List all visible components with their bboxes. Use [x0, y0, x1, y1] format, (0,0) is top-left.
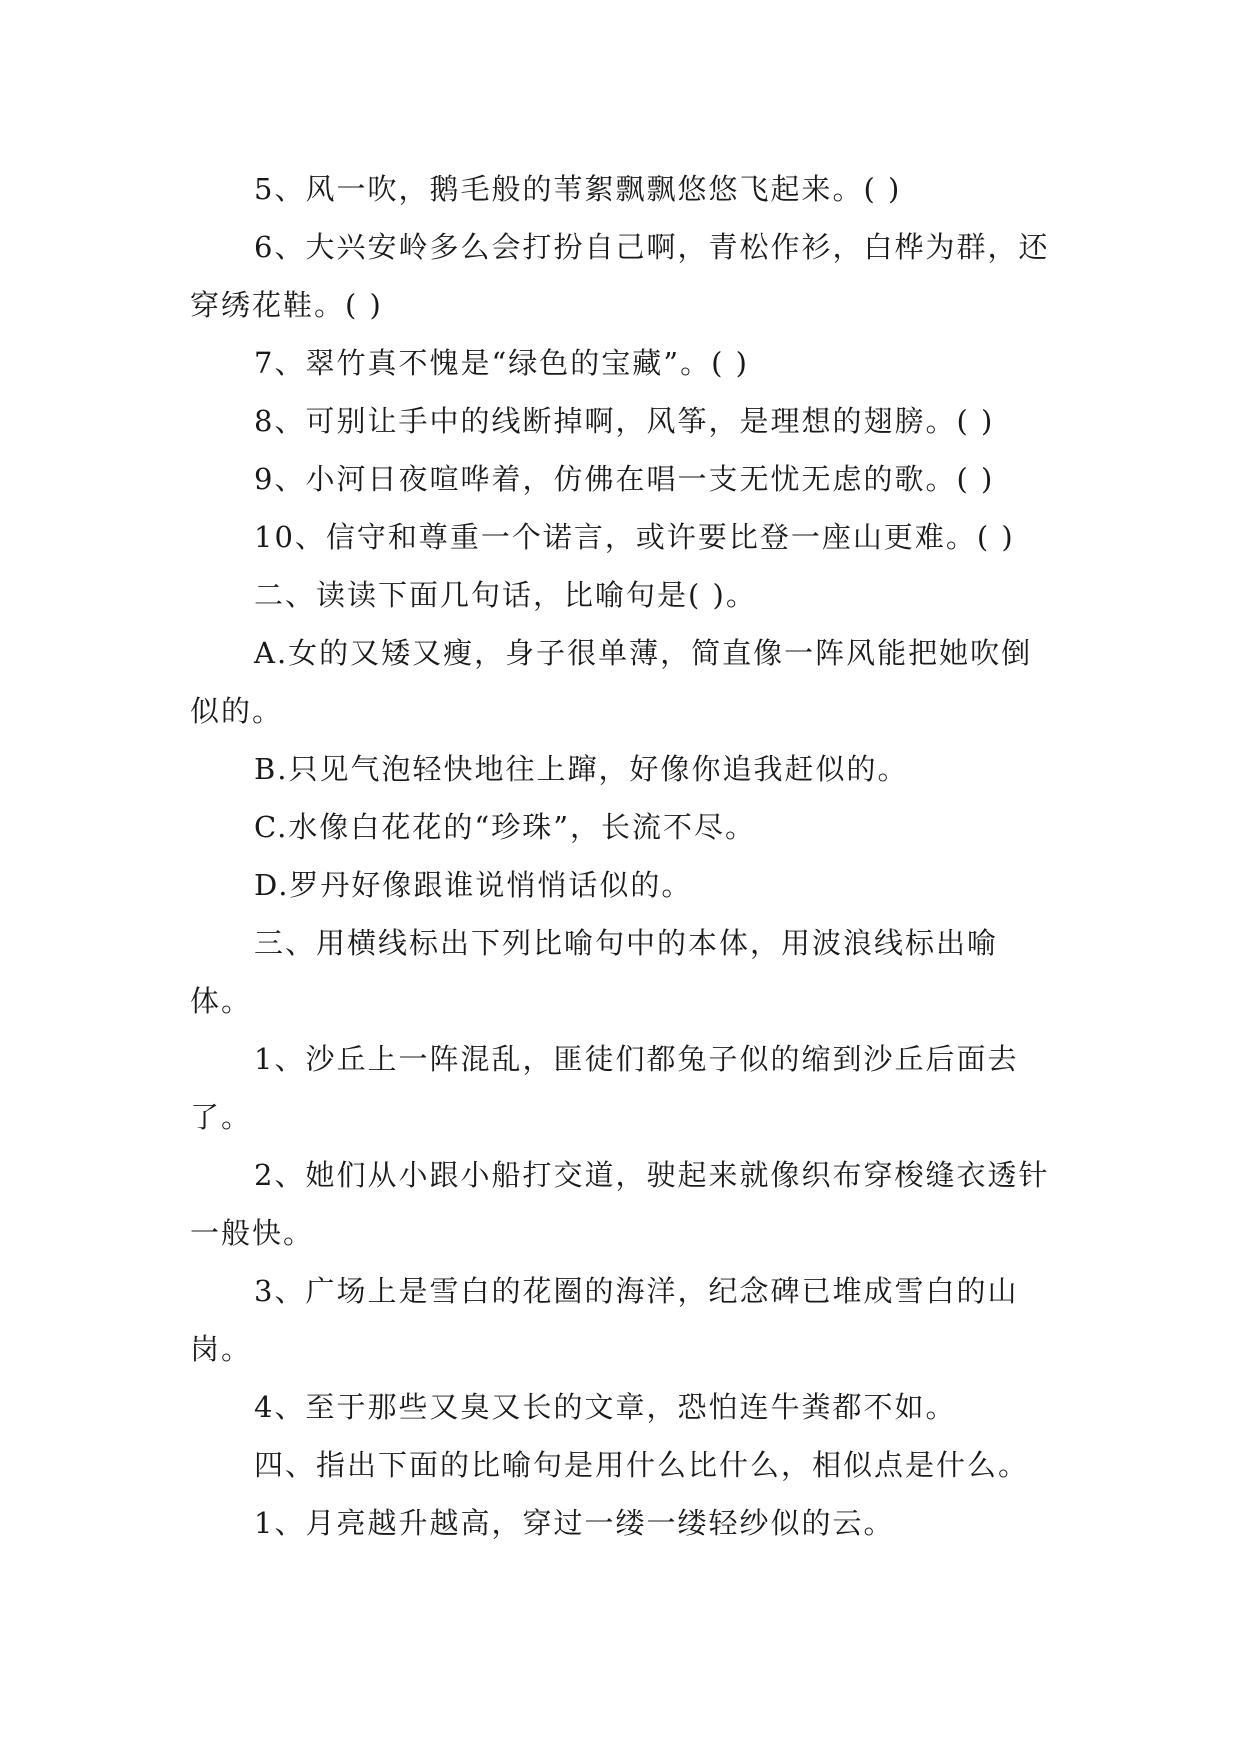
section-3-heading: 三、用横线标出下列比喻句中的本体，用波浪线标出喻体。 — [190, 926, 999, 1018]
section-3-item-3: 3、广场上是雪白的花圈的海洋，纪念碑已堆成雪白的山岗。 — [190, 1274, 1019, 1366]
option-b: B.只见气泡轻快地往上蹿，好像你追我赶似的。 — [254, 752, 909, 786]
option-a: A.女的又矮又瘦，身子很单薄，简直像一阵风能把她吹倒似的。 — [190, 636, 1033, 728]
question-9: 9、小河日夜喧哗着，仿佛在唱一支无忧无虑的歌。( ) — [254, 462, 995, 496]
section-4-heading: 四、指出下面的比喻句是用什么比什么，相似点是什么。 — [254, 1448, 1030, 1482]
section-3-item-2: 2、她们从小跟小船打交道，驶起来就像织布穿梭缝衣透针一般快。 — [190, 1158, 1050, 1250]
question-10: 10、信守和尊重一个诺言，或许要比登一座山更难。( ) — [254, 520, 1015, 554]
section-3-item-1: 1、沙丘上一阵混乱，匪徒们都兔子似的缩到沙丘后面去了。 — [190, 1042, 1019, 1134]
option-d: D.罗丹好像跟谁说悄悄话似的。 — [254, 868, 693, 902]
section-4-item-1: 1、月亮越升越高，穿过一缕一缕轻纱似的云。 — [254, 1506, 895, 1540]
document-body — [190, 160, 1052, 1552]
question-7: 7、翠竹真不愧是“绿色的宝藏”。( ) — [254, 346, 749, 380]
question-5: 5、风一吹，鹅毛般的苇絮飘飘悠悠飞起来。( ) — [254, 172, 902, 206]
section-3-item-4: 4、至于那些又臭又长的文章，恐怕连牛粪都不如。 — [254, 1390, 957, 1424]
question-8: 8、可别让手中的线断掉啊，风筝，是理想的翅膀。( ) — [254, 404, 995, 438]
section-2-heading: 二、读读下面几句话，比喻句是( )。 — [254, 578, 757, 612]
option-c: C.水像白花花的“珍珠”，长流不尽。 — [254, 810, 757, 844]
question-6: 6、大兴安岭多么会打扮自己啊，青松作衫，白桦为群，还穿绣花鞋。( ) — [190, 230, 1050, 322]
